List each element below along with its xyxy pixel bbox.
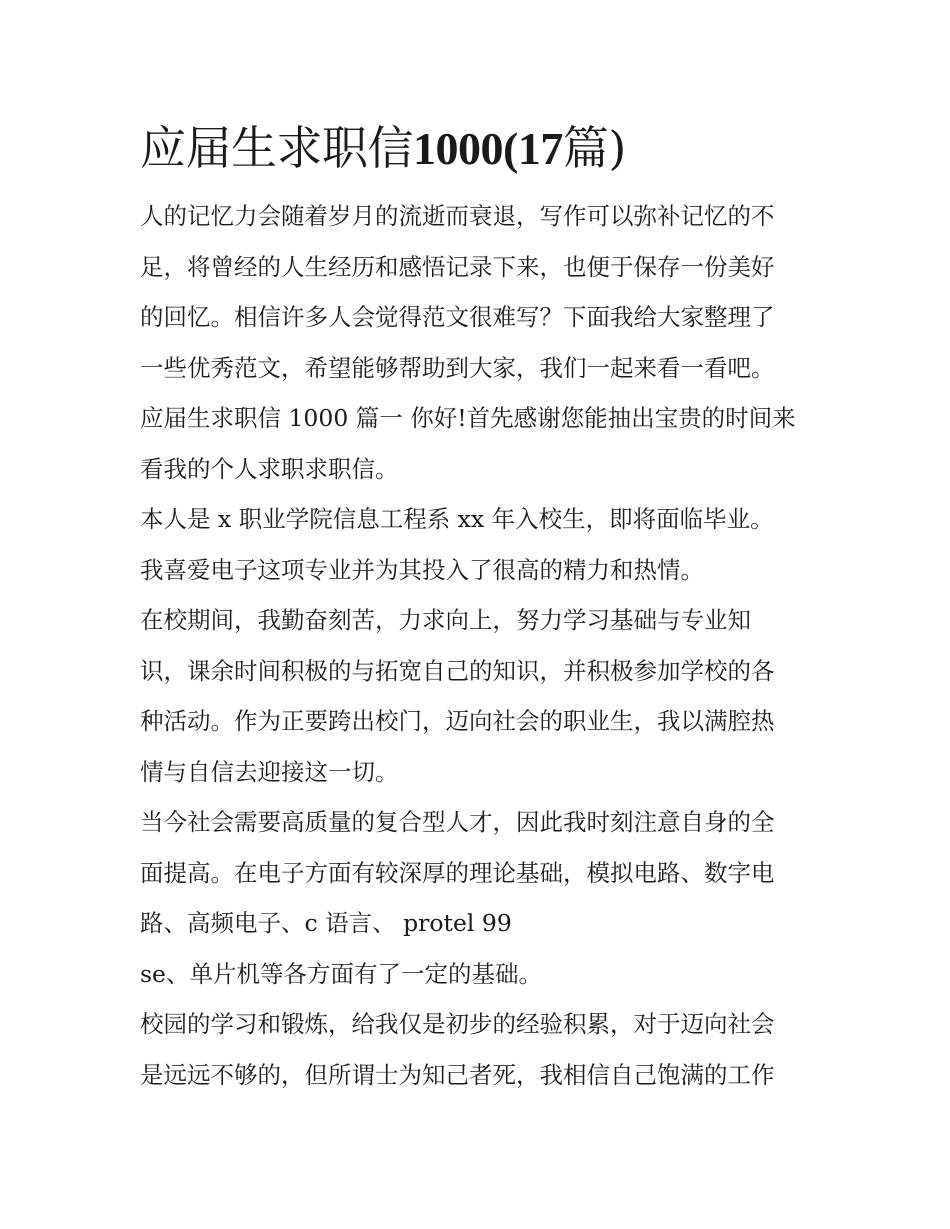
paragraph-line: 种活动。作为正要跨出校门，迈向社会的职业生，我以满腔热 xyxy=(140,707,775,735)
title-main: 应届生求职信 xyxy=(140,121,413,175)
paragraph-line: 一些优秀范文，希望能够帮助到大家，我们一起来看一看吧。 xyxy=(140,353,775,382)
paragraph-line: 人的记忆力会随着岁月的流逝而衰退，写作可以弥补记忆的不 xyxy=(140,202,775,230)
paragraph xyxy=(140,797,820,949)
paragraph-line: 看我的个人求职求职信。 xyxy=(140,454,399,483)
document-page xyxy=(140,112,820,1100)
paragraph-line: 识，课余时间积极的与拓宽自己的知识，并积极参加学校的各 xyxy=(140,656,775,685)
paragraph xyxy=(140,393,820,494)
paragraph xyxy=(140,494,820,545)
paragraph xyxy=(140,949,820,1000)
paragraph-line: 路、高频电子、c 语言、 protel 99 xyxy=(140,909,512,937)
paragraph xyxy=(140,999,820,1100)
paragraph-line: 在校期间，我勤奋刻苦，力求向上，努力学习基础与专业知 xyxy=(140,606,751,634)
title-suffix: 篇) xyxy=(562,121,626,175)
paragraph-line: 我喜爱电子这项专业并为其投入了很高的精力和热情。 xyxy=(140,555,704,584)
title-count: 1000(17 xyxy=(413,123,563,174)
document-body xyxy=(140,191,820,1100)
document-title xyxy=(140,112,820,185)
paragraph-line: 足，将曾经的人生经历和感悟记录下来，也便于保存一份美好 xyxy=(140,252,775,281)
paragraph-line: 应届生求职信 1000 篇一 你好!首先感谢您能抽出宝贵的时间来 xyxy=(140,404,796,432)
paragraph xyxy=(140,545,820,596)
paragraph-line: 校园的学习和锻炼，给我仅是初步的经验积累，对于迈向社会 xyxy=(140,1010,775,1038)
paragraph-line: 的回忆。相信许多人会觉得范文很难写？下面我给大家整理了 xyxy=(140,303,775,331)
paragraph-line: se、单片机等各方面有了一定的基础。 xyxy=(140,959,542,988)
paragraph-line: 面提高。在电子方面有较深厚的理论基础，模拟电路、数字电 xyxy=(140,858,775,887)
paragraph-line: 情与自信去迎接这一切。 xyxy=(140,757,399,786)
paragraph-line: 本人是 x 职业学院信息工程系 xx 年入校生，即将面临毕业。 xyxy=(140,505,774,533)
paragraph-line: 当今社会需要高质量的复合型人才，因此我时刻注意自身的全 xyxy=(140,808,775,836)
paragraph xyxy=(140,595,820,797)
paragraph xyxy=(140,191,820,393)
paragraph-line: 是远远不够的，但所谓士为知己者死，我相信自己饱满的工作 xyxy=(140,1060,775,1089)
